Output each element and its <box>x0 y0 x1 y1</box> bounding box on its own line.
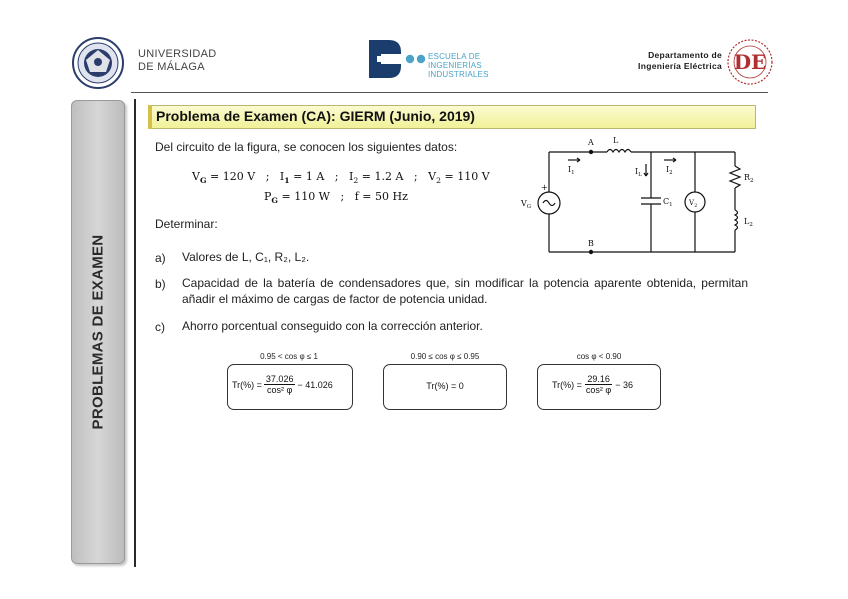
formula-2 <box>384 381 506 391</box>
content-divider <box>134 99 136 567</box>
university-seal-logo <box>68 36 128 90</box>
formula-1-fraction <box>264 374 296 395</box>
department-name <box>626 50 722 72</box>
formula-1 <box>232 374 333 395</box>
i2-subscript: 2 <box>353 176 359 186</box>
formula-3-box <box>537 364 661 410</box>
v2-value: = 110 V <box>441 170 490 183</box>
i1-symbol: I <box>279 170 285 183</box>
formula-3-caption: cos φ < 0.90 <box>576 352 622 361</box>
separator: ; <box>334 170 339 183</box>
item-c-text: Ahorro porcentual conseguido con la corrección anterior. <box>182 319 483 333</box>
department-name-line1: Departamento de <box>648 50 722 60</box>
pg-symbol: P <box>264 190 272 203</box>
circuit-diagram <box>512 132 768 258</box>
vg-symbol: V <box>192 170 200 183</box>
vg-label <box>520 199 531 210</box>
formula-3-denominator: cos² φ <box>585 385 612 395</box>
university-name-line2: DE MÁLAGA <box>138 61 205 73</box>
formula-1-box <box>227 364 353 410</box>
l2-label <box>744 217 753 228</box>
node-b-label: B <box>588 239 594 248</box>
formula-1-lhs: Tr(%) = <box>232 379 262 390</box>
r2-label-sub: 2 <box>750 178 754 184</box>
separator: ; <box>265 170 270 183</box>
section-sidebar <box>71 100 125 564</box>
formula-2-lhs: Tr(%) = 0 <box>426 381 464 391</box>
v2-label-sub: 2 <box>694 203 698 209</box>
il-label-sub: L <box>638 172 642 178</box>
university-name <box>138 48 216 74</box>
i1-label <box>568 165 575 176</box>
formula-3-rest: − 36 <box>615 379 634 390</box>
il-label-main: I <box>635 167 639 176</box>
vg-value: = 120 V <box>206 170 256 183</box>
vg-label-sub: G <box>526 204 532 210</box>
formula-1-numerator: 37.026 <box>265 374 294 384</box>
node-a-label: A <box>588 138 594 147</box>
v2-symbol: V <box>428 170 437 183</box>
formula-2-caption: 0.90 ≤ cos φ ≤ 0.95 <box>410 352 480 361</box>
given-data-line2 <box>264 190 408 205</box>
r2-label-main: R <box>744 173 751 182</box>
determine-label: Determinar: <box>155 217 218 231</box>
i2-label <box>666 165 673 176</box>
i2-symbol: I <box>349 170 354 183</box>
i2-label-sub: 2 <box>669 170 673 176</box>
c1-label <box>663 197 673 208</box>
school-name-line2: INGENIERÍAS <box>428 61 482 70</box>
pg-value: = 110 W <box>277 190 330 203</box>
vg-subscript: G <box>199 176 207 186</box>
school-name <box>428 52 489 79</box>
l2-label-sub: 2 <box>749 222 753 228</box>
item-a-text: Valores de L, C₁, R₂, L₂. <box>182 250 310 264</box>
i2-label-main: I <box>666 165 670 174</box>
separator: ; <box>413 170 418 183</box>
title-accent <box>148 105 152 129</box>
sidebar-label: PROBLEMAS DE EXAMEN <box>89 234 107 430</box>
formula-3-lhs: Tr(%) = <box>552 379 582 390</box>
i1-label-sub: 1 <box>571 170 575 176</box>
formula-3 <box>552 374 633 395</box>
pg-subscript: G <box>271 196 278 206</box>
formula-1-rest: − 41.026 <box>297 379 333 390</box>
university-name-line1: UNIVERSIDAD <box>138 48 217 60</box>
intro-text: Del circuito de la figura, se conocen los siguientes datos: <box>155 140 458 154</box>
c1-label-main: C <box>663 197 670 206</box>
department-seal-logo <box>726 38 774 86</box>
separator: ; <box>340 190 345 203</box>
department-logo-letters: DE <box>733 50 767 74</box>
i1-label-main: I <box>568 165 572 174</box>
v2-subscript: 2 <box>436 176 441 186</box>
c1-label-sub: 1 <box>669 202 673 208</box>
formula-1-caption: 0.95 < cos φ ≤ 1 <box>260 352 318 361</box>
inductor-l-label: L <box>613 136 619 145</box>
school-name-line1: ESCUELA DE <box>428 52 481 61</box>
l2-label-main: L <box>744 217 750 226</box>
formula-3-fraction <box>584 374 613 395</box>
formula-1-denominator: cos² φ <box>267 385 293 395</box>
formula-2-box <box>383 364 507 410</box>
page-title: Problema de Examen (CA): GIERM (Junio, 2019) <box>156 108 475 124</box>
v2-label-main: V <box>689 199 695 207</box>
source-plus-label: + <box>541 183 548 192</box>
item-c-letter: c) <box>155 320 165 334</box>
i1-subscript: 1 <box>284 176 290 186</box>
item-b-letter: b) <box>155 277 166 291</box>
school-name-line3: INDUSTRIALES <box>428 70 489 79</box>
i1-value: = 1 A <box>289 170 325 183</box>
given-data-line1 <box>192 170 490 185</box>
r2-label <box>744 173 754 184</box>
i2-value: = 1.2 A <box>358 170 404 183</box>
frequency-value: f = 50 Hz <box>354 190 408 203</box>
v2-label <box>688 199 697 209</box>
formula-3-numerator: 29.16 <box>587 374 610 384</box>
school-logo <box>367 38 427 80</box>
il-label <box>635 167 642 178</box>
vg-label-main: V <box>521 199 527 208</box>
department-name-line2: Ingeniería Eléctrica <box>638 61 722 71</box>
item-a-letter: a) <box>155 251 166 265</box>
item-b-text: Capacidad de la batería de condensadores que, sin modificar la potencia aparente obtenida, permitan añadir el máximo de cargas de factor de potencia unidad. <box>182 276 748 306</box>
header-divider <box>131 92 768 93</box>
